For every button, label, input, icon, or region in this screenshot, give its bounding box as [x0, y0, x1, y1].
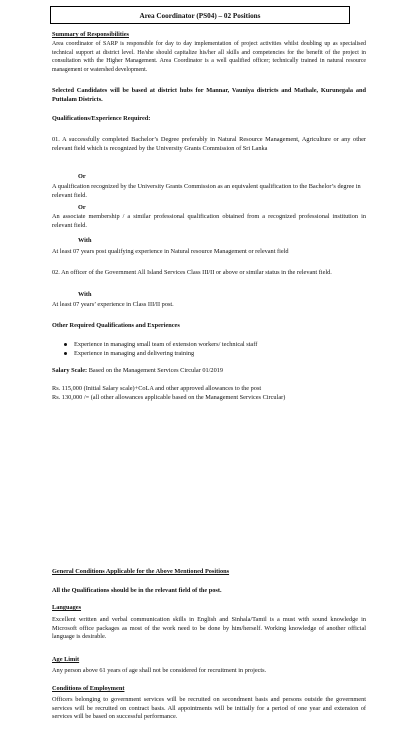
salary-scale [52, 367, 223, 376]
other-qualifications-heading: Other Required Qualifications and Experiences [52, 322, 180, 329]
languages-heading: Languages [52, 604, 82, 611]
selected-candidates-text: Selected Candidates will be based at district hubs for Mannar, Vauniya districts and Mathale, Kurunegala and Puttalam Districts. [52, 87, 366, 103]
or-separator-2: Or [78, 204, 86, 211]
age-limit-heading: Age Limit [52, 656, 80, 663]
age-limit-text: Any person above 61 years of age shall not be considered for recruitment in projects. [52, 667, 267, 674]
list-item: Experience in managing and delivering training [60, 349, 360, 358]
other-qualifications-list [60, 340, 360, 358]
document-page-2 [0, 533, 404, 742]
responsibilities-text: Area coordinator of SARP is responsible for day to day implementation of project activities whilst doubling up as specialised technical support at district level. He/she should capitalize his/her all skills and competencies for the benefit of the project in consultation with the Higher Management. Area Coordinator is a well qualified officer; technically trained in natural resource management or watershed development. [52, 41, 366, 73]
qualification-01-alt2: An associate membership / a similar professional qualification obtained from a recognized professional institution in relevant field. [52, 213, 366, 229]
salary-label: Salary Scale: [52, 367, 88, 374]
with-separator-2: With [78, 291, 92, 298]
qualification-01-alt1: A qualification recognized by the University Grants Commission as an equivalent qualification to the Bachelor’s degree in relevant field. [52, 183, 361, 199]
general-conditions-heading: General Conditions Applicable for the Above Mentioned Positions [52, 568, 230, 575]
employment-heading: Conditions of Employment [52, 685, 125, 692]
with-separator-1: With [78, 237, 92, 244]
qualification-02-experience: At least 07 years’ experience in Class III/II post. [52, 301, 174, 308]
qualifications-heading: Qualifications/Experience Required: [52, 115, 151, 122]
all-qualifications-note: All the Qualifications should be in the relevant field of the post. [52, 587, 222, 594]
salary-value: Based on the Management Services Circular 01/2019 [87, 367, 224, 374]
list-item: Experience in managing small team of extension workers/ technical staff [60, 340, 360, 349]
languages-text: Excellent written and verbal communication skills in English and Sinhala/Tamil is a must with sound knowledge in Microsoft office packages as most of the work need to be done by him/herself. Working knowledge of another official language is desirable. [52, 616, 366, 641]
position-title: Area Coordinator (PS04) – 02 Positions [50, 6, 350, 24]
or-separator-1: Or [78, 173, 86, 180]
salary-line-2: Rs. 130,000 /= (all other allowances applicable based on the Management Services Circular) [52, 394, 286, 401]
salary-line-1: Rs. 115,000 (Initial Salary scale)+CoLA and other approved allowances to the post [52, 385, 262, 392]
responsibilities-heading: Summary of Responsibilities [52, 31, 129, 38]
qualification-01: 01. A successfully completed Bachelor’s Degree preferably in Natural Resource Management, Agriculture or any other relevant field which is recognized by the University Grants Commission of Sri Lanka [52, 136, 366, 152]
qualification-02: 02. An officer of the Government All Island Services Class III/II or above or similar status in the relevant field. [52, 269, 332, 276]
qualification-01-experience: At least 07 years post qualifying experience in Natural resource Management or relevant field [52, 248, 289, 255]
employment-text: Officers belonging to government services will be recruited on secondment basis and persons outside the government services will be recruited on contract basis. All appointments will be initially for a period of one year and extension of services will be based on successful performance. [52, 696, 366, 721]
